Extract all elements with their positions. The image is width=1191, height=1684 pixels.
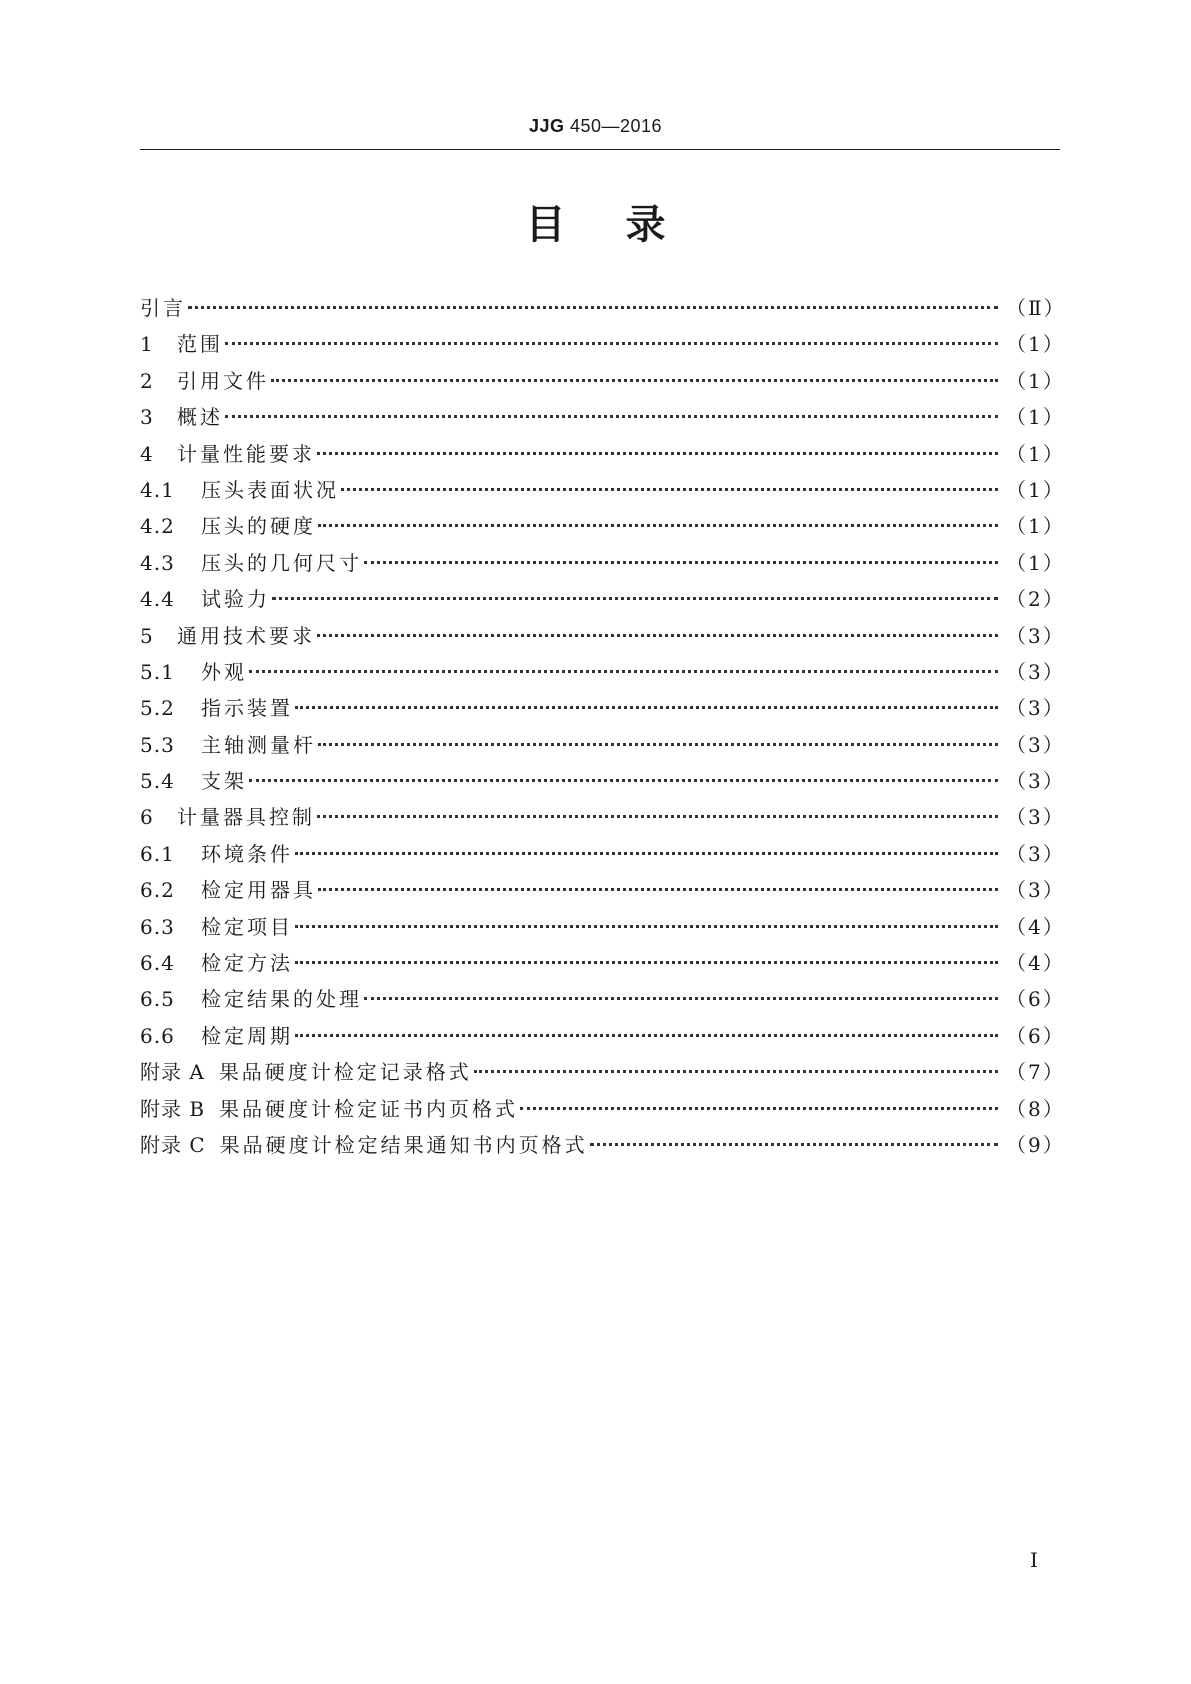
toc-entry-page: （6）: [1006, 1023, 1065, 1048]
toc-entry-page: （Ⅱ）: [1006, 296, 1066, 320]
toc-entry-label: 检定周期: [201, 1023, 293, 1048]
toc-dot-leader: [295, 852, 998, 855]
toc-entry-page: （3）: [1006, 841, 1065, 866]
toc-entry[interactable]: [140, 945, 1065, 981]
toc-entry-label: 指示装置: [201, 696, 293, 721]
toc-entry[interactable]: [140, 326, 1065, 362]
toc-entry-number: 4.2: [140, 514, 175, 539]
toc-dot-leader: [295, 1034, 998, 1037]
toc-entry-number: 附录 C: [140, 1132, 206, 1157]
toc-entry-page: （1）: [1006, 368, 1065, 393]
toc-entry-number: 6.1: [140, 841, 175, 866]
toc-entry-number: 4.1: [140, 477, 175, 502]
toc-entry-number: 6.2: [140, 878, 175, 903]
toc-entry-label: 引言: [140, 296, 186, 320]
toc-entry-label: 引用文件: [177, 368, 269, 393]
toc-entry-page: （1）: [1006, 332, 1065, 357]
toc-dot-leader: [295, 961, 998, 964]
toc-entry[interactable]: [140, 690, 1065, 726]
toc-title-char: 录: [625, 202, 666, 248]
toc-entry[interactable]: [140, 909, 1065, 945]
toc-entry-label: 检定项目: [201, 914, 293, 939]
toc-entry-number: 6.5: [140, 987, 175, 1012]
toc-entry-page: （9）: [1006, 1132, 1065, 1157]
toc-dot-leader: [249, 779, 998, 782]
toc-entry-number: 附录 B: [140, 1096, 206, 1121]
toc-entry-label: 计量器具控制: [177, 805, 315, 830]
toc-entry[interactable]: [140, 545, 1065, 581]
toc-entry-number: 4.4: [140, 587, 175, 612]
toc-entry-label: 通用技术要求: [177, 623, 315, 648]
toc-dot-leader: [295, 706, 998, 709]
toc-entry-number: 4.3: [140, 550, 175, 575]
toc-entry-page: （3）: [1006, 878, 1065, 903]
toc-entry[interactable]: [140, 872, 1065, 908]
toc-entry-page: （4）: [1006, 914, 1065, 939]
toc-entry-number: 附录 A: [140, 1060, 205, 1085]
toc-entry-number: 1: [140, 332, 154, 357]
header-rule: [140, 149, 1060, 150]
toc-dot-leader: [317, 815, 998, 818]
toc-title: [0, 200, 1191, 250]
toc-entry-page: （3）: [1006, 696, 1065, 721]
toc-entry[interactable]: [140, 654, 1065, 690]
toc-entry[interactable]: [140, 1054, 1065, 1090]
toc-dot-leader: [271, 379, 998, 382]
toc-entry[interactable]: [140, 436, 1065, 472]
toc-entry-number: 6.3: [140, 914, 175, 939]
toc-dot-leader: [225, 415, 998, 418]
toc-entry-page: （1）: [1006, 514, 1065, 539]
toc-entry[interactable]: [140, 290, 1066, 326]
toc-entry-page: （3）: [1006, 769, 1065, 794]
toc-entry-page: （2）: [1006, 587, 1065, 612]
toc-entry-label: 试验力: [201, 587, 270, 612]
toc-dot-leader: [318, 743, 998, 746]
toc-entry-label: 概述: [177, 405, 223, 430]
toc-entry-number: 6.4: [140, 951, 175, 976]
toc-entry-label: 检定方法: [201, 951, 293, 976]
toc-entry[interactable]: [140, 1018, 1065, 1054]
toc-entry[interactable]: [140, 581, 1065, 617]
toc-dot-leader: [295, 925, 998, 928]
toc-dot-leader: [364, 561, 998, 564]
standard-number: 450—2016: [569, 116, 663, 136]
toc-entry-page: （1）: [1006, 550, 1065, 575]
toc-entry-label: 压头表面状况: [201, 477, 339, 502]
toc-entry[interactable]: [140, 799, 1065, 835]
toc-dot-leader: [249, 670, 998, 673]
toc-dot-leader: [318, 524, 998, 527]
toc-dot-leader: [188, 306, 998, 309]
toc-entry-number: 3: [140, 405, 154, 430]
toc-entry[interactable]: [140, 1091, 1065, 1127]
toc-entry-label: 环境条件: [201, 841, 293, 866]
toc-entry-page: （1）: [1006, 405, 1065, 430]
toc-entry[interactable]: [140, 1127, 1065, 1163]
toc-dot-leader: [225, 342, 998, 345]
toc-dot-leader: [318, 888, 998, 891]
toc-dot-leader: [317, 452, 998, 455]
toc-entry-number: 5.4: [140, 769, 175, 794]
toc-entry[interactable]: [140, 618, 1065, 654]
toc-entry[interactable]: [140, 399, 1065, 435]
toc-entry-label: 果品硬度计检定记录格式: [218, 1060, 472, 1085]
toc-entry-number: 6: [140, 805, 154, 830]
toc-entry[interactable]: [140, 836, 1065, 872]
toc-title-char: 目: [525, 202, 566, 248]
toc-entry-number: 4: [140, 441, 154, 466]
toc-dot-leader: [364, 997, 998, 1000]
running-header: [0, 116, 1191, 137]
toc-entry-label: 检定结果的处理: [201, 987, 362, 1012]
toc-list: [140, 290, 1066, 1163]
toc-entry-label: 范围: [177, 332, 223, 357]
toc-entry-label: 果品硬度计检定证书内页格式: [219, 1096, 519, 1121]
toc-entry-label: 检定用器具: [201, 878, 316, 903]
toc-entry-page: （3）: [1006, 805, 1065, 830]
toc-dot-leader: [590, 1143, 998, 1146]
toc-entry-label: 外观: [201, 659, 247, 684]
toc-entry[interactable]: [140, 363, 1065, 399]
toc-entry-label: 主轴测量杆: [201, 732, 316, 757]
toc-entry-number: 2: [140, 368, 154, 393]
toc-entry-label: 果品硬度计检定结果通知书内页格式: [219, 1132, 588, 1157]
page-number: Ⅰ: [1030, 1548, 1038, 1572]
toc-entry-label: 压头的几何尺寸: [201, 550, 362, 575]
toc-entry-page: （3）: [1006, 659, 1065, 684]
toc-entry-number: 6.6: [140, 1023, 175, 1048]
toc-dot-leader: [317, 634, 998, 637]
toc-entry-label: 支架: [201, 769, 247, 794]
toc-entry-number: 5.2: [140, 696, 175, 721]
toc-dot-leader: [474, 1070, 998, 1073]
toc-entry-page: （1）: [1006, 477, 1065, 502]
toc-entry-label: 压头的硬度: [201, 514, 316, 539]
toc-entry-page: （7）: [1006, 1060, 1065, 1085]
toc-entry-page: （8）: [1006, 1096, 1065, 1121]
toc-dot-leader: [272, 597, 998, 600]
toc-entry-label: 计量性能要求: [177, 441, 315, 466]
toc-entry[interactable]: [140, 472, 1065, 508]
toc-entry-page: （1）: [1006, 441, 1065, 466]
toc-entry-number: 5: [140, 623, 154, 648]
standard-code: JJG: [528, 116, 565, 136]
toc-entry-page: （3）: [1006, 732, 1065, 757]
toc-dot-leader: [341, 488, 998, 491]
toc-entry-number: 5.3: [140, 732, 175, 757]
toc-dot-leader: [520, 1107, 998, 1110]
toc-entry-page: （6）: [1006, 987, 1065, 1012]
toc-entry[interactable]: [140, 981, 1065, 1017]
toc-entry-number: 5.1: [140, 659, 175, 684]
toc-entry[interactable]: [140, 763, 1065, 799]
toc-entry[interactable]: [140, 508, 1065, 544]
toc-entry-page: （4）: [1006, 951, 1065, 976]
toc-entry-page: （3）: [1006, 623, 1065, 648]
toc-entry[interactable]: [140, 727, 1065, 763]
